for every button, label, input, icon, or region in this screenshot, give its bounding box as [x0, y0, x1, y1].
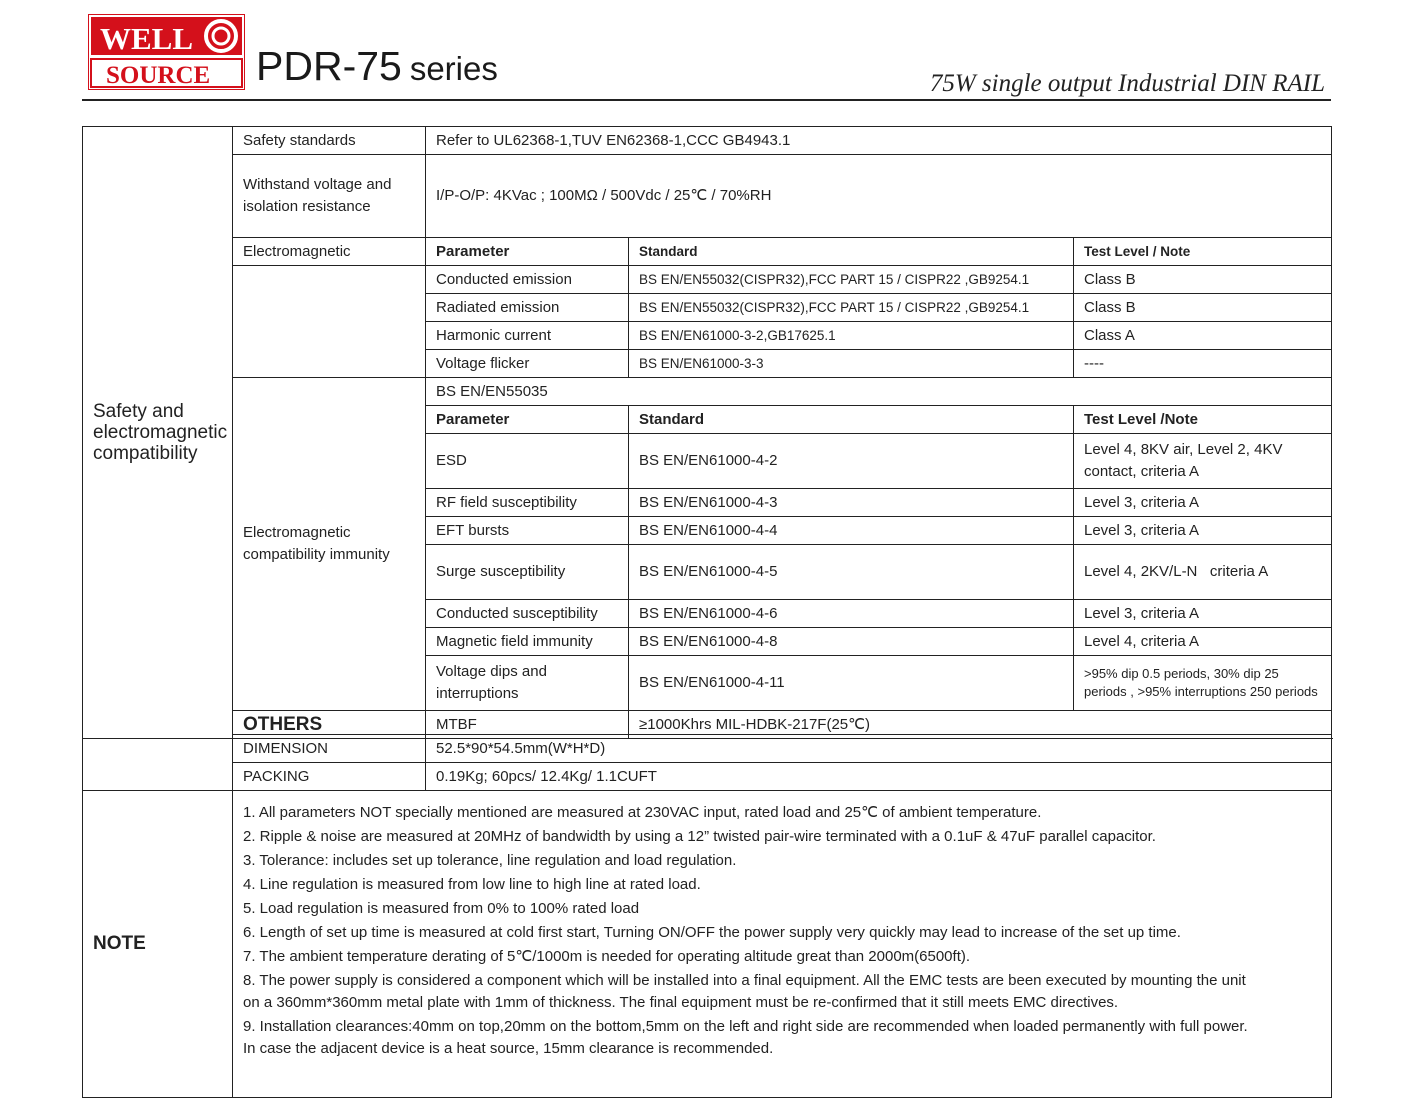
cell-parameter: RF field susceptibility	[426, 489, 629, 517]
row-value: ≥1000Khrs MIL-HDBK-217F(25℃)	[629, 711, 1332, 739]
cell-level: Level 4, 8KV air, Level 2, 4KV contact, criteria A	[1074, 434, 1332, 489]
others-spacer-cell	[83, 735, 233, 763]
row-label: DIMENSION	[233, 735, 426, 763]
page-title	[256, 43, 498, 89]
cell-standard: BS EN/EN61000-4-3	[629, 489, 1074, 517]
section-label-note: NOTE	[83, 791, 233, 1098]
table-row	[83, 791, 1332, 1098]
cell-level: Level 3, criteria A	[1074, 517, 1332, 545]
header-divider	[82, 99, 1331, 101]
row-label: Electromagnetic	[233, 238, 426, 266]
page-subtitle: 75W single output Industrial DIN RAIL	[929, 70, 1325, 97]
cell-parameter: Voltage dips and interruptions	[426, 656, 629, 711]
logo-top-text: WELL	[100, 21, 194, 56]
cell-level: Class B	[1074, 266, 1332, 294]
table-row	[83, 155, 1332, 238]
note-line: 2. Ripple & noise are measured at 20MHz of bandwidth by using a 12” twisted pair-wire terminated with a 0.1uF & 47uF parallel capacitor.	[243, 828, 1156, 845]
title-main: PDR-75	[256, 43, 402, 89]
table-row	[83, 735, 1332, 763]
table-row	[83, 763, 1332, 791]
row-label-immunity: Electromagnetic compatibility immunity	[233, 378, 426, 711]
cell-parameter: Magnetic field immunity	[426, 628, 629, 656]
others-spacer-cell	[83, 763, 233, 791]
logo-bottom-text: SOURCE	[106, 62, 211, 89]
note-line: 9. Installation clearances:40mm on top,20mm on the bottom,5mm on the left and right side are recommended when loaded permanently with full power.	[243, 1018, 1248, 1035]
wellsource-logo	[88, 14, 245, 90]
note-line: 8. The power supply is considered a component which will be installed into a final equipment. All the EMC tests are been executed by mounting the unit	[243, 972, 1246, 989]
cell-level: Class B	[1074, 294, 1332, 322]
cell-parameter: EFT bursts	[426, 517, 629, 545]
notes-block	[233, 791, 1332, 1098]
title-suffix: series	[409, 50, 498, 87]
cell-parameter: Surge susceptibility	[426, 545, 629, 600]
cell-standard: BS EN/EN61000-4-2	[629, 434, 1074, 489]
note-line: In case the adjacent device is a heat source, 15mm clearance is recommended.	[243, 1040, 774, 1057]
spec-table	[82, 126, 1332, 739]
cell-standard: BS EN/EN61000-4-4	[629, 517, 1074, 545]
note-line: 5. Load regulation is measured from 0% to 100% rated load	[243, 900, 640, 917]
row-value: 0.19Kg; 60pcs/ 12.4Kg/ 1.1CUFT	[426, 763, 1332, 791]
others-note-table	[82, 734, 1332, 1098]
cell-standard: BS EN/EN61000-4-11	[629, 656, 1074, 711]
cell-parameter: Radiated emission	[426, 294, 629, 322]
cell-level: Level 3, criteria A	[1074, 489, 1332, 517]
cell-parameter: Conducted emission	[426, 266, 629, 294]
row-label: PACKING	[233, 763, 426, 791]
column-header: Test Level /Note	[1074, 406, 1332, 434]
note-line: 6. Length of set up time is measured at cold first start, Turning ON/OFF the power supply very quickly may lead to increase of the set up time.	[243, 924, 1181, 941]
cell-standard: BS EN/EN55032(CISPR32),FCC PART 15 / CISPR22 ,GB9254.1	[629, 294, 1074, 322]
cell-standard: BS EN/EN61000-3-3	[629, 350, 1074, 378]
cell-standard: BS EN/EN61000-4-8	[629, 628, 1074, 656]
note-line: on a 360mm*360mm metal plate with 1mm of thickness. The final equipment must be re-confirmed that it still meets EMC directives.	[243, 994, 1119, 1011]
column-header: Parameter	[426, 406, 629, 434]
row-label: Withstand voltage and isolation resistance	[233, 155, 426, 238]
column-header: Parameter	[426, 238, 629, 266]
note-line: 1. All parameters NOT specially mentioned are measured at 230VAC input, rated load and 25℃ of ambient temperature.	[243, 804, 1042, 821]
cell-level: ----	[1074, 350, 1332, 378]
immunity-standard-header: BS EN/EN55035	[426, 378, 1332, 406]
table-row	[83, 378, 1332, 406]
cell-parameter: Voltage flicker	[426, 350, 629, 378]
emission-blank-cell	[233, 266, 426, 378]
cell-standard: BS EN/EN61000-4-6	[629, 600, 1074, 628]
row-value: Refer to UL62368-1,TUV EN62368-1,CCC GB4943.1	[426, 127, 1332, 155]
cell-parameter: ESD	[426, 434, 629, 489]
section-label-safety: Safety and electromagnetic compatibility	[83, 127, 233, 739]
cell-parameter: Harmonic current	[426, 322, 629, 350]
table-row	[83, 127, 1332, 155]
column-header: Standard	[629, 406, 1074, 434]
cell-level: Class A	[1074, 322, 1332, 350]
column-header: Standard	[629, 238, 1074, 266]
table-row	[83, 238, 1332, 266]
cell-standard: BS EN/EN61000-3-2,GB17625.1	[629, 322, 1074, 350]
row-value: I/P-O/P: 4KVac ; 100MΩ / 500Vdc / 25℃ / 70%RH	[426, 155, 1332, 238]
row-label: MTBF	[426, 711, 629, 739]
cell-level: Level 3, criteria A	[1074, 600, 1332, 628]
section-label-others: OTHERS	[233, 711, 426, 739]
note-line: 4. Line regulation is measured from low line to high line at rated load.	[243, 876, 701, 893]
cell-standard: BS EN/EN61000-4-5	[629, 545, 1074, 600]
row-value: 52.5*90*54.5mm(W*H*D)	[426, 735, 1332, 763]
cell-level: Level 4, 2KV/L-N criteria A	[1074, 545, 1332, 600]
note-line: 3. Tolerance: includes set up tolerance, line regulation and load regulation.	[243, 852, 737, 869]
column-header: Test Level / Note	[1074, 238, 1332, 266]
table-row	[83, 266, 1332, 294]
row-label: Safety standards	[233, 127, 426, 155]
cell-standard: BS EN/EN55032(CISPR32),FCC PART 15 / CISPR22 ,GB9254.1	[629, 266, 1074, 294]
cell-level: Level 4, criteria A	[1074, 628, 1332, 656]
cell-parameter: Conducted susceptibility	[426, 600, 629, 628]
note-line: 7. The ambient temperature derating of 5℃/1000m is needed for operating altitude great than 2000m(6500ft).	[243, 948, 971, 965]
cell-level: >95% dip 0.5 periods, 30% dip 25 periods , >95% interruptions 250 periods	[1074, 656, 1332, 711]
